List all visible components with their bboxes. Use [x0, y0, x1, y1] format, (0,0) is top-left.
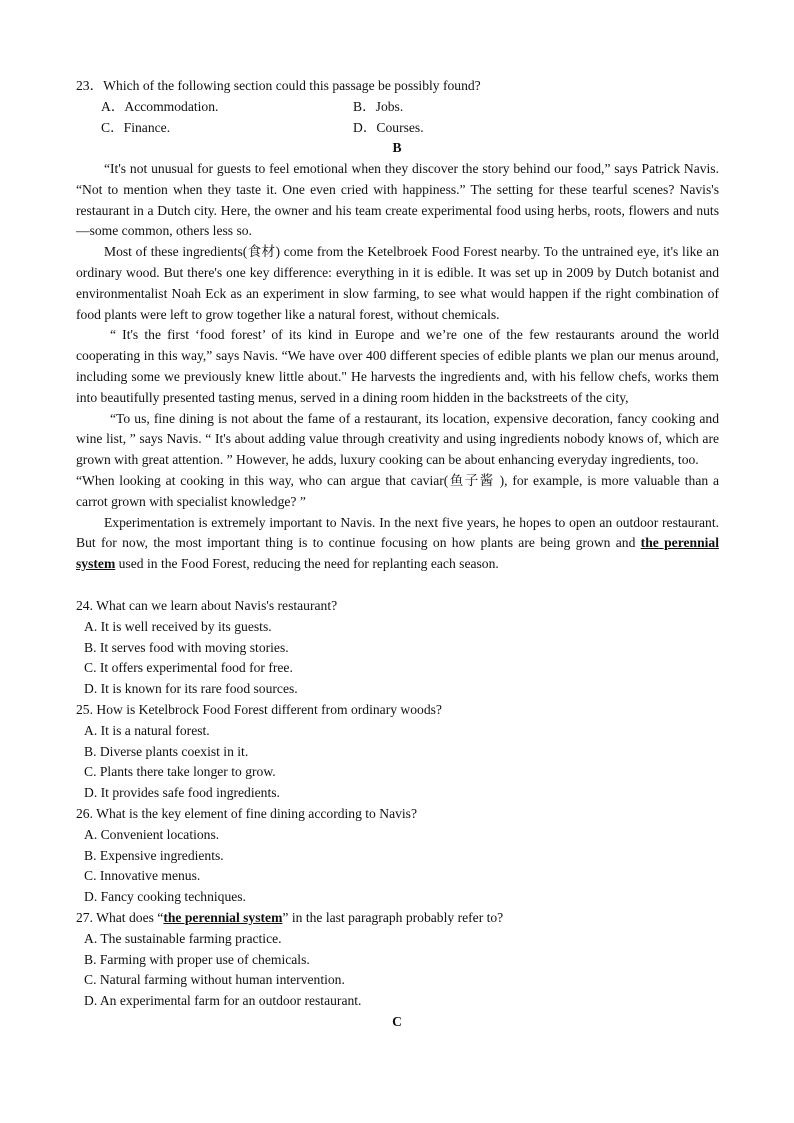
paragraph-6 [76, 513, 719, 575]
option-a[interactable]: A. Convenient locations. [84, 826, 220, 842]
section-c-heading: C [392, 1014, 402, 1029]
option-a[interactable]: A．Accommodation. [101, 98, 219, 114]
question-25 [76, 700, 719, 804]
question-25-stem: 25. How is Ketelbrock Food Forest different from ordinary woods? [76, 701, 442, 717]
option-c[interactable]: C. Natural farming without human intervention. [84, 972, 345, 988]
questions-list [76, 596, 719, 1012]
paragraph-6-text-before: Experimentation is extremely important to Navis. In the next five years, he hopes to open an outdoor restaurant. But for now, the most important thing is to continue focusing on how plants are being grown and [76, 514, 719, 551]
option-b[interactable]: B. Expensive ingredients. [84, 847, 224, 863]
option-b[interactable]: B. Diverse plants coexist in it. [84, 743, 249, 759]
question-23-options-row-1 [76, 97, 719, 118]
question-27-stem-before: 27. What does “ [76, 909, 164, 925]
paragraph-4: “To us, fine dining is not about the fame of a restaurant, its location, expensive decoration, fancy cooking and wine list, ” says Navis. “ It's about adding value through creativity and using ingredients nobody knows of, which are grown with great attention. ” However, he adds, luxury cooking can be about enhancing everyday ingredients, too. [76, 410, 719, 468]
option-c[interactable]: C. Plants there take longer to grow. [84, 764, 276, 780]
question-27-stem-after: ” in the last paragraph probably refer to? [282, 909, 504, 925]
option-b[interactable]: B. It serves food with moving stories. [84, 639, 289, 655]
paragraph-1: “It's not unusual for guests to feel emotional when they discover the story behind our food,” says Patrick Navis. “Not to mention when they taste it. One even cried with happiness.” The setting for these tearful scenes? Navis's restaurant in a Dutch city. Here, the owner and his team create experimental food using herbs, roots, flowers and nuts—some common, others less so. [76, 161, 719, 239]
perennial-system-term: the perennial system [76, 535, 719, 572]
question-23-stem: 23．Which of the following section could this passage be possibly found? [76, 78, 481, 93]
option-b[interactable]: B. Farming with proper use of chemicals. [84, 951, 310, 967]
question-23-options-row-2 [76, 118, 719, 139]
option-c[interactable]: C. It offers experimental food for free. [84, 660, 293, 676]
option-d[interactable]: D. It provides safe food ingredients. [84, 785, 280, 801]
paragraph-3: “ It's the first ‘food forest’ of its kind in Europe and we’re one of the few restaurants around the world cooperating in this way,” says Navis. “We have over 400 different species of edible plants we plan our menus around, including some we previously knew little about." He harvests the ingredients and, with his fellow chefs, works them into beautifully presented tasting menus, served in a dining room hidden in the backstreets of the city, [76, 327, 719, 405]
option-b[interactable]: B．Jobs. [353, 98, 404, 114]
question-26-stem: 26. What is the key element of fine dining according to Navis? [76, 805, 418, 821]
section-b-heading: B [392, 140, 402, 155]
option-d[interactable]: D. Fancy cooking techniques. [84, 889, 246, 905]
option-c[interactable]: C．Finance. [101, 119, 171, 135]
question-26 [76, 804, 719, 908]
paragraph-6-text-after: used in the Food Forest, reducing the need for replanting each season. [115, 556, 499, 572]
paragraph-5: “When looking at cooking in this way, who can argue that caviar(鱼子酱 ), for example, is more valuable than a carrot grown with specialist knowledge? ” [76, 472, 719, 509]
option-c[interactable]: C. Innovative menus. [84, 868, 201, 884]
question-27 [76, 908, 719, 1012]
question-27-term: the perennial system [163, 909, 283, 925]
option-d[interactable]: D．Courses. [353, 119, 424, 135]
paragraph-2: Most of these ingredients(食材) come from the Ketelbroek Food Forest nearby. To the untrained eye, it's like an ordinary wood. But there's one key difference: everything in it is edible. It was set up in 2009 by Dutch botanist and environmentalist Noah Eck as an experiment in slow farming, to see what would happen if the right combination of food plants were left to grow together like a natural forest, without chemicals. [76, 244, 719, 322]
question-24 [76, 596, 719, 700]
question-24-stem: 24. What can we learn about Navis's restaurant? [76, 598, 338, 613]
option-d[interactable]: D. An experimental farm for an outdoor restaurant. [84, 993, 362, 1009]
option-d[interactable]: D. It is known for its rare food sources. [84, 681, 298, 697]
option-a[interactable]: A. It is well received by its guests. [84, 618, 272, 634]
question-27-stem [76, 908, 719, 929]
passage-b [76, 159, 719, 575]
option-a[interactable]: A. It is a natural forest. [84, 722, 210, 738]
option-a[interactable]: A. The sustainable farming practice. [84, 930, 282, 946]
question-23 [76, 76, 719, 138]
